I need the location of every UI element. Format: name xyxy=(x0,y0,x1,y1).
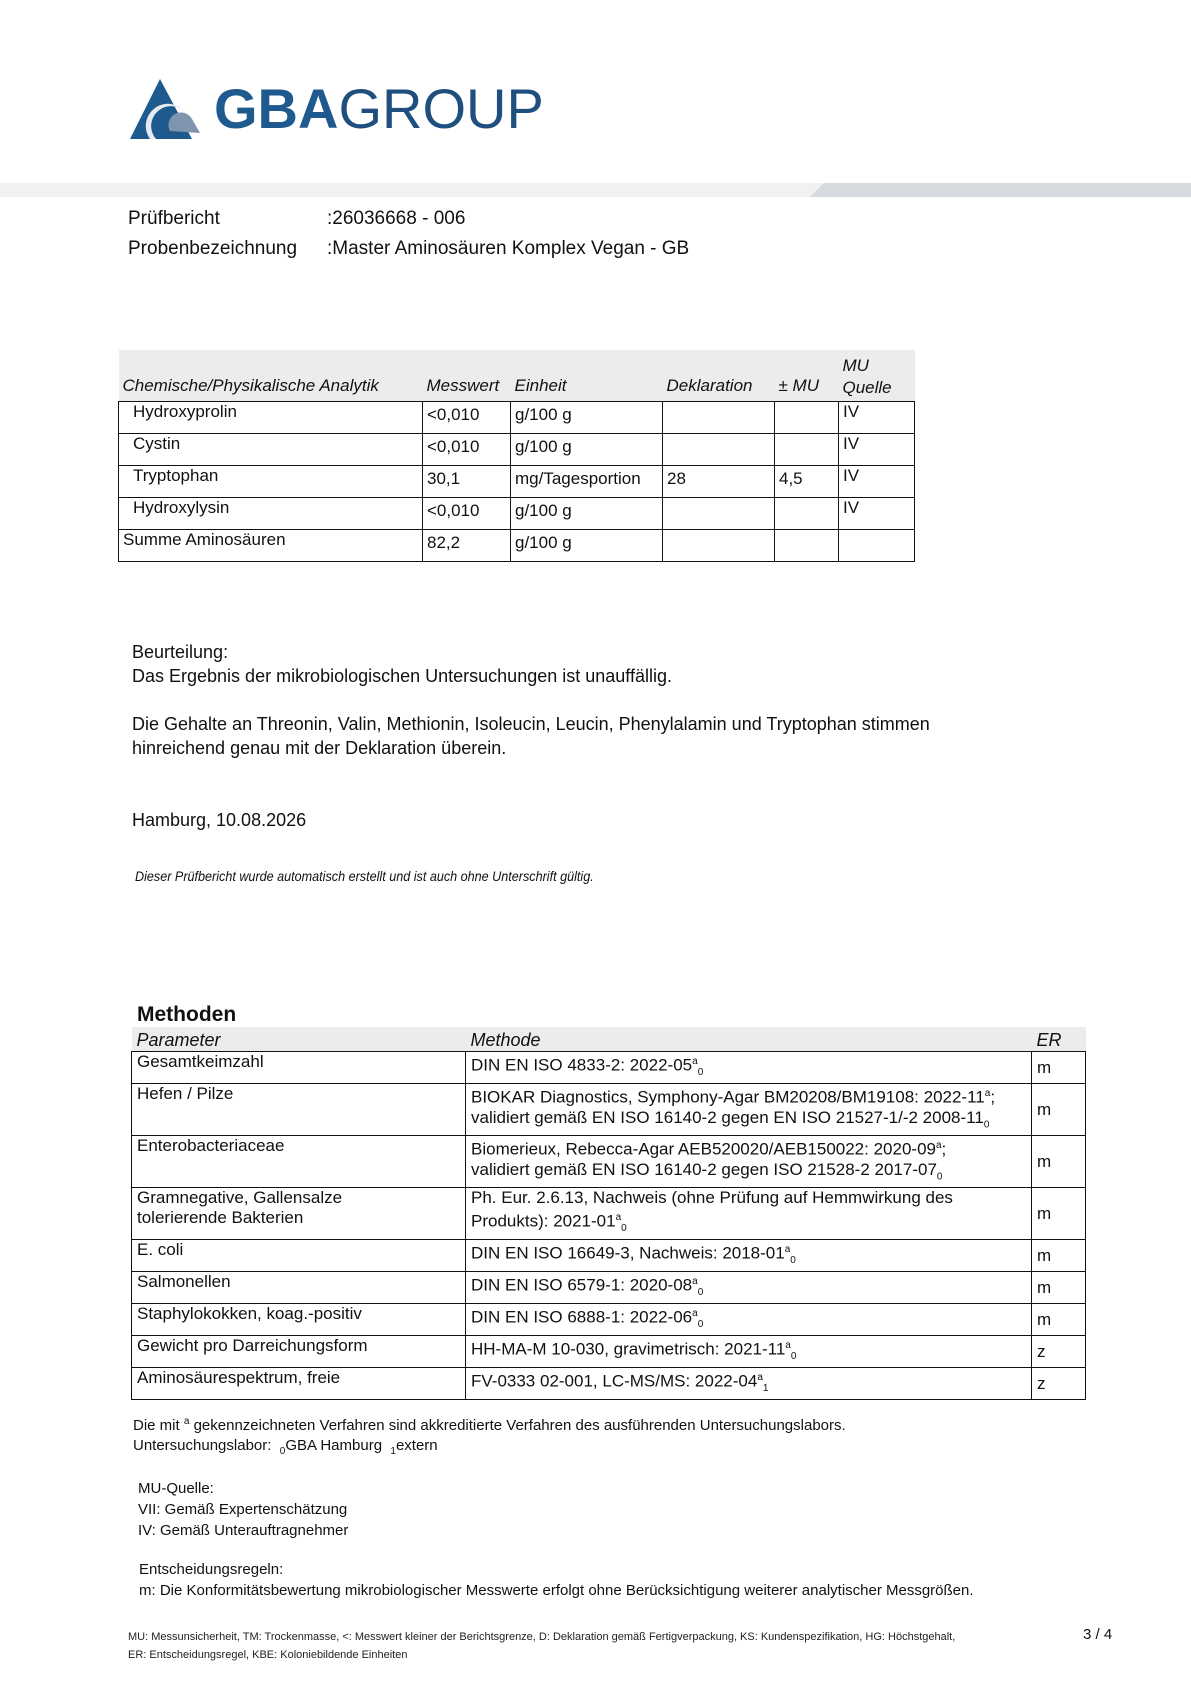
lab0-index: 0 xyxy=(279,1446,286,1457)
col-header-er: ER xyxy=(1032,1027,1086,1052)
method-description xyxy=(466,1052,1032,1084)
sample-name-value: :Master Aminosäuren Komplex Vegan - GB xyxy=(327,238,690,259)
method-sub: 0 xyxy=(790,1351,797,1363)
analyte-mu: 4,5 xyxy=(775,466,839,498)
assessment-content-line2: hinreichend genau mit der Deklaration überein. xyxy=(132,738,507,758)
method-row xyxy=(132,1188,1086,1240)
analytics-table xyxy=(118,350,915,562)
method-sub: 0 xyxy=(697,1067,704,1079)
method-description xyxy=(466,1084,1032,1136)
method-text: FV-0333 02-001, LC-MS/MS: 2022-04 xyxy=(471,1372,758,1392)
col-header-value: Messwert xyxy=(423,350,511,402)
assessment-content-line1: Die Gehalte an Threonin, Valin, Methionin, Isoleucin, Leucin, Phenylalamin und Tryptophan stimmen xyxy=(132,714,930,734)
analyte-value: <0,010 xyxy=(423,434,511,466)
method-row xyxy=(132,1052,1086,1084)
company-wordmark xyxy=(214,77,544,140)
lab0-name: GBA Hamburg xyxy=(285,1437,383,1454)
analyte-mu xyxy=(775,434,839,466)
analyte-mu-source: IV xyxy=(839,498,915,530)
method-sub: 0 xyxy=(983,1119,990,1131)
method-text-2: Produkts): 2021-01 xyxy=(471,1211,616,1231)
method-parameter: Salmonellen xyxy=(132,1272,466,1304)
method-sub: 0 xyxy=(936,1171,943,1183)
analyte-declaration xyxy=(663,402,775,434)
analyte-name: Tryptophan xyxy=(119,466,423,498)
method-row xyxy=(132,1304,1086,1336)
analyte-declaration: 28 xyxy=(663,466,775,498)
method-parameter: Enterobacteriaceae xyxy=(132,1136,466,1188)
method-text: Ph. Eur. 2.6.13, Nachweis (ohne Prüfung auf Hemmwirkung des xyxy=(471,1188,953,1208)
analytics-row xyxy=(119,466,915,498)
method-row xyxy=(132,1368,1086,1400)
method-sup: a xyxy=(692,1056,698,1067)
analyte-unit: mg/Tagesportion xyxy=(511,466,663,498)
mu-source-heading: MU-Quelle: xyxy=(138,1480,214,1497)
analyte-mu-source: IV xyxy=(839,466,915,498)
method-er: z xyxy=(1032,1368,1086,1400)
wordmark-gba: GBA xyxy=(214,77,339,140)
method-text: DIN EN ISO 6888-1: 2022-06 xyxy=(471,1307,693,1327)
method-parameter: Hefen / Pilze xyxy=(132,1084,466,1136)
method-text: DIN EN ISO 6579-1: 2020-08 xyxy=(471,1275,693,1295)
analytics-row xyxy=(119,498,915,530)
auto-generated-note: Dieser Prüfbericht wurde automatisch erstellt und ist auch ohne Unterschrift gültig. xyxy=(135,868,594,884)
analyte-unit: g/100 g xyxy=(511,402,663,434)
analyte-value: 82,2 xyxy=(423,530,511,562)
analyte-mu xyxy=(775,530,839,562)
footer-line1: MU: Messunsicherheit, TM: Trockenmasse, <: Messwert kleiner der Berichtsgrenze, D: Deklaration gemäß Fertigverpackung, KS: Kundenspezifikation, HG: Höchstgehalt, xyxy=(128,1631,956,1643)
assessment-heading: Beurteilung: xyxy=(132,642,229,662)
analytics-row xyxy=(119,434,915,466)
analyte-declaration xyxy=(663,498,775,530)
company-logo xyxy=(130,74,544,144)
method-description xyxy=(466,1336,1032,1368)
col-header-method: Methode xyxy=(466,1027,1032,1052)
accr-post: gekennzeichneten Verfahren sind akkreditierte Verfahren des ausführenden Untersuchungslabors. xyxy=(193,1417,846,1434)
report-meta xyxy=(128,208,828,268)
assessment-micro: Das Ergebnis der mikrobiologischen Untersuchungen ist unauffällig. xyxy=(132,666,672,686)
method-row xyxy=(132,1240,1086,1272)
method-sup: a xyxy=(615,1212,622,1224)
method-sub: 0 xyxy=(790,1255,796,1267)
method-er: m xyxy=(1032,1136,1086,1188)
wordmark-group: GROUP xyxy=(338,77,544,140)
method-description xyxy=(466,1272,1032,1304)
method-row xyxy=(132,1084,1086,1136)
method-parameter-line1: Gramnegative, Gallensalze xyxy=(137,1188,343,1208)
method-text-2: validiert gemäß EN ISO 16140-2 gegen EN ISO 21527-1/-2 2008-11 xyxy=(471,1107,984,1127)
footer-abbreviations xyxy=(128,1628,1028,1664)
analyte-value: <0,010 xyxy=(423,402,511,434)
method-text: DIN EN ISO 16649-3, Nachweis: 2018-01 xyxy=(471,1243,785,1263)
methods-title: Methoden xyxy=(137,1003,237,1026)
analyte-name: Summe Aminosäuren xyxy=(119,530,423,562)
col-header-mu-source: MU Quelle xyxy=(839,350,915,402)
method-sub: 0 xyxy=(621,1223,627,1235)
method-description xyxy=(466,1136,1032,1188)
method-sub: 0 xyxy=(697,1287,704,1299)
method-text: Biomerieux, Rebecca-Agar AEB520020/AEB150022: 2020-09 xyxy=(471,1139,936,1159)
method-text: HH-MA-M 10-030, gravimetrisch: 2021-11 xyxy=(471,1339,786,1359)
method-sup: a xyxy=(692,1276,698,1288)
method-description xyxy=(466,1368,1032,1400)
method-parameter: Staphylokokken, koag.-positiv xyxy=(132,1304,466,1336)
method-er: m xyxy=(1032,1240,1086,1272)
col-header-unit: Einheit xyxy=(511,350,663,402)
assessment-section xyxy=(132,640,1082,760)
analyte-value: 30,1 xyxy=(423,466,511,498)
header-divider-accent xyxy=(810,183,1191,197)
col-header-mu: ± MU xyxy=(775,350,839,402)
gba-triangle-logo-icon xyxy=(130,77,202,141)
accreditation-line xyxy=(133,1412,1133,1436)
accr-pre: Die mit xyxy=(133,1417,180,1434)
analyte-mu-source xyxy=(839,530,915,562)
method-sup: a xyxy=(692,1308,698,1320)
analyte-name: Cystin xyxy=(119,434,423,466)
method-sub: 0 xyxy=(697,1319,704,1331)
analyte-mu xyxy=(775,498,839,530)
mu-source-vii: VII: Gemäß Expertenschätzung xyxy=(138,1501,348,1518)
analyte-mu-source: IV xyxy=(839,402,915,434)
method-er: m xyxy=(1032,1272,1086,1304)
analytics-header-row xyxy=(119,350,915,402)
col-header-parameter: Parameter xyxy=(132,1027,466,1052)
method-parameter: Gewicht pro Darreichungsform xyxy=(132,1336,466,1368)
methods-table xyxy=(131,1027,1086,1400)
method-parameter xyxy=(132,1188,466,1240)
method-er: m xyxy=(1032,1084,1086,1136)
method-parameter: Gesamtkeimzahl xyxy=(132,1052,466,1084)
analyte-name: Hydroxylysin xyxy=(119,498,423,530)
accreditation-notes xyxy=(133,1412,1133,1462)
method-row xyxy=(132,1136,1086,1188)
lab1-index: 1 xyxy=(390,1446,396,1457)
method-description xyxy=(466,1188,1032,1240)
method-sep: ; xyxy=(990,1087,996,1107)
analyte-mu-source: IV xyxy=(839,434,915,466)
analyte-declaration xyxy=(663,434,775,466)
method-parameter-line2: tolerierende Bakterien xyxy=(137,1208,304,1228)
analytics-row xyxy=(119,402,915,434)
method-description xyxy=(466,1240,1032,1272)
mu-source-iv: IV: Gemäß Unterauftragnehmer xyxy=(138,1522,349,1539)
method-parameter: E. coli xyxy=(132,1240,466,1272)
analyte-unit: g/100 g xyxy=(511,498,663,530)
page-number: 3 / 4 xyxy=(1083,1626,1113,1643)
analyte-unit: g/100 g xyxy=(511,530,663,562)
method-er: m xyxy=(1032,1188,1086,1240)
report-number-label: Prüfbericht xyxy=(128,208,220,229)
method-text-2: validiert gemäß EN ISO 16140-2 gegen ISO 21528-2 2017-07 xyxy=(471,1159,937,1179)
method-sup: a xyxy=(785,1340,791,1352)
lab1-name: extern xyxy=(395,1437,438,1454)
analyte-declaration xyxy=(663,530,775,562)
analytics-row-total xyxy=(119,530,915,562)
method-er: z xyxy=(1032,1336,1086,1368)
method-row xyxy=(132,1272,1086,1304)
method-text: BIOKAR Diagnostics, Symphony-Agar BM20208/BM19108: 2022-11 xyxy=(471,1087,985,1107)
method-text: DIN EN ISO 4833-2: 2022-05 xyxy=(471,1055,693,1075)
analyte-value: <0,010 xyxy=(423,498,511,530)
method-sep: ; xyxy=(941,1139,947,1159)
footer-line2: ER: Entscheidungsregel, KBE: Koloniebildende Einheiten xyxy=(128,1649,408,1661)
analyte-unit: g/100 g xyxy=(511,434,663,466)
place-date: Hamburg, 10.08.2026 xyxy=(132,810,307,830)
method-er: m xyxy=(1032,1304,1086,1336)
lab-line xyxy=(133,1436,1133,1462)
method-sub: 1 xyxy=(762,1383,769,1395)
method-description xyxy=(466,1304,1032,1336)
method-sup: a xyxy=(757,1372,763,1384)
method-parameter: Aminosäurespektrum, freie xyxy=(132,1368,466,1400)
accr-sup: a xyxy=(183,1416,190,1427)
col-header-declaration: Deklaration xyxy=(663,350,775,402)
method-sup: a xyxy=(984,1088,991,1100)
methods-header-row xyxy=(132,1027,1086,1052)
col-header-analytics: Chemische/Physikalische Analytik xyxy=(119,350,423,402)
decision-rule-m: m: Die Konformitätsbewertung mikrobiologischer Messwerte erfolgt ohne Berücksichtigung weiterer analytischer Messgrößen. xyxy=(139,1582,974,1599)
method-row xyxy=(132,1336,1086,1368)
method-sup: a xyxy=(784,1244,791,1256)
lab-label: Untersuchungslabor: xyxy=(133,1437,272,1454)
mu-source-legend xyxy=(138,1478,348,1541)
report-number-value: :26036668 - 006 xyxy=(327,208,466,229)
method-sup: a xyxy=(935,1140,942,1152)
method-er: m xyxy=(1032,1052,1086,1084)
analyte-mu xyxy=(775,402,839,434)
sample-name-label: Probenbezeichnung xyxy=(128,238,298,259)
analyte-name: Hydroxyprolin xyxy=(119,402,423,434)
decision-rules xyxy=(139,1559,974,1601)
decision-rules-heading: Entscheidungsregeln: xyxy=(139,1561,284,1578)
